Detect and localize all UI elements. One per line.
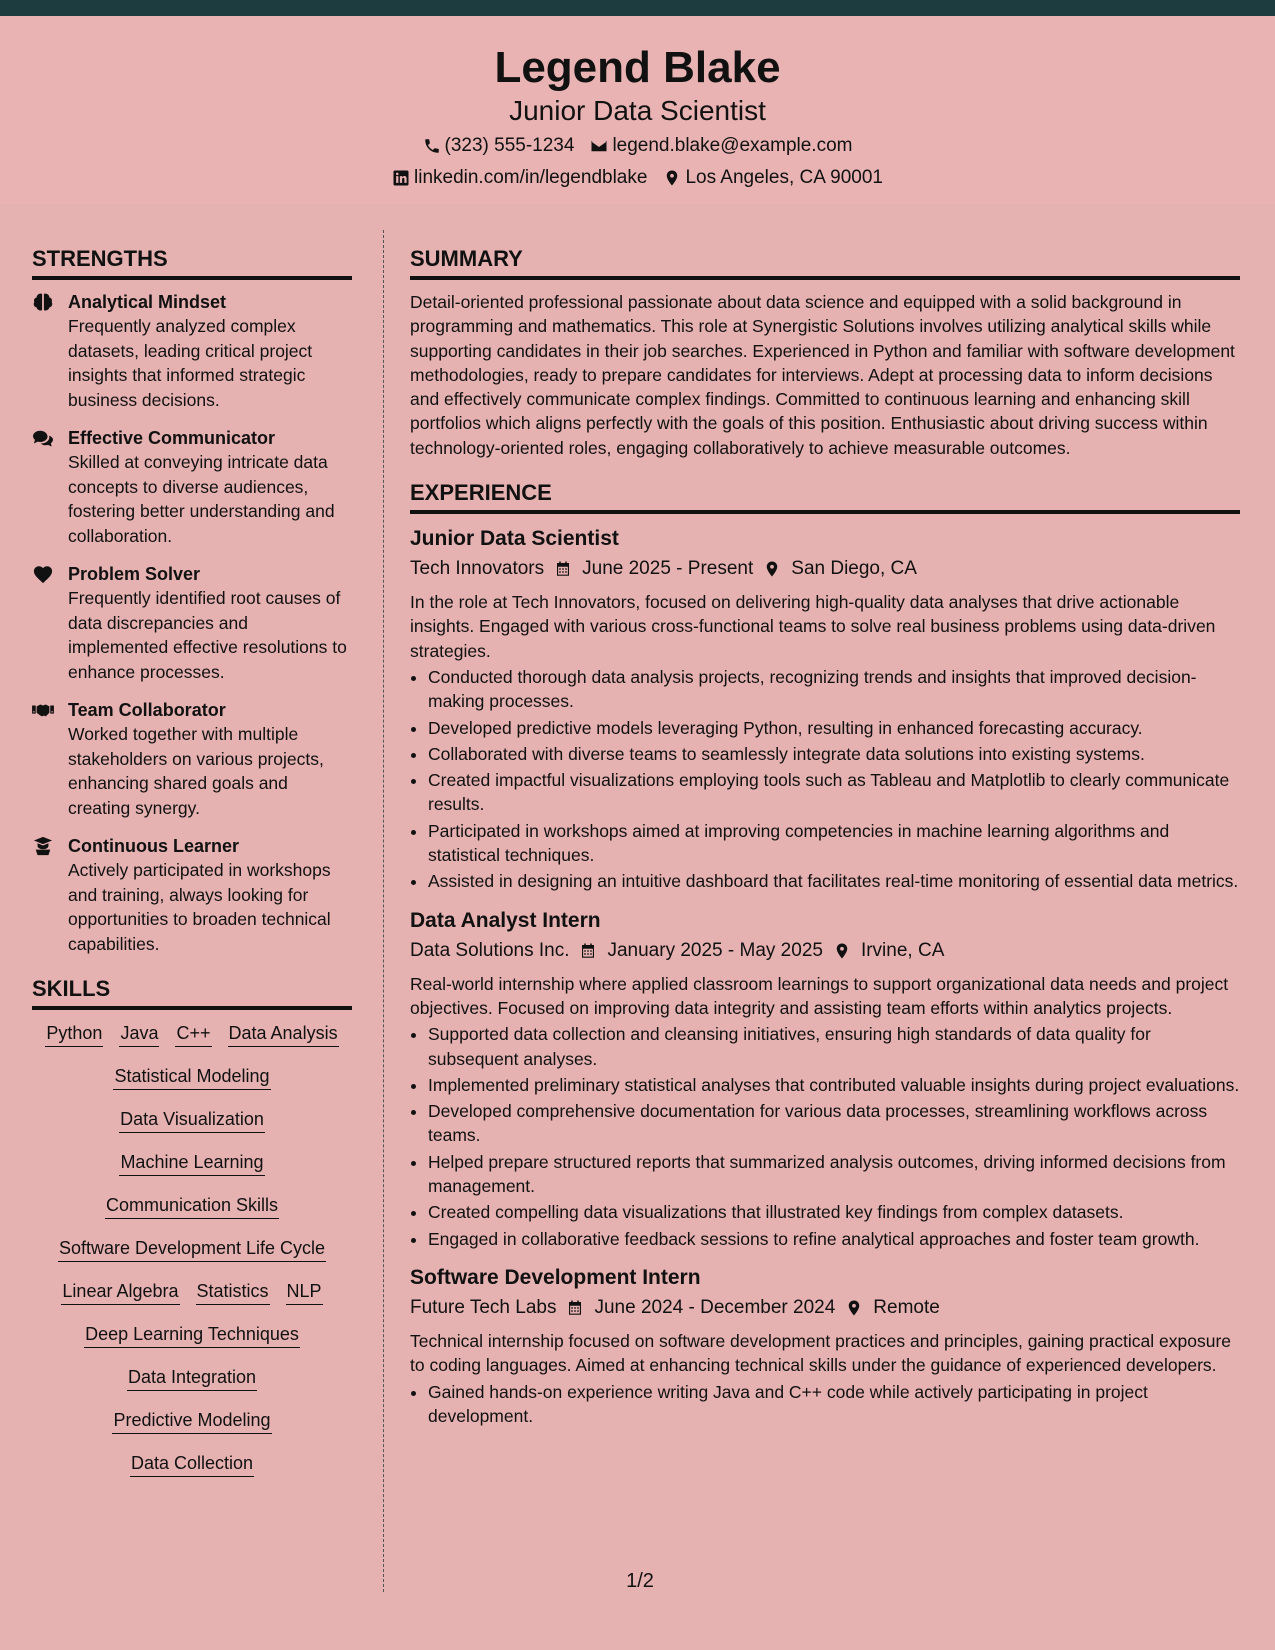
job-location: San Diego, CA bbox=[791, 558, 917, 580]
job-bullet: • Engaged in collaborative feedback sessions to refine analytical approaches and foster team growth. bbox=[428, 1227, 1240, 1251]
job-bullet: • Collaborated with diverse teams to seamlessly integrate data solutions into existing systems. bbox=[428, 742, 1240, 766]
email-icon bbox=[590, 137, 608, 155]
email-text: legend.blake@example.com bbox=[612, 135, 853, 156]
job-entry bbox=[410, 1263, 1240, 1428]
job-dates: January 2025 - May 2025 bbox=[607, 939, 823, 961]
strengths-list bbox=[32, 290, 352, 956]
chat-icon bbox=[32, 426, 56, 548]
map-pin-icon bbox=[763, 560, 781, 578]
phone-contact bbox=[423, 134, 575, 158]
strength-text bbox=[68, 426, 352, 548]
job-bullet: • Developed comprehensive documentation for various data processes, streamlining workflows across teams. bbox=[428, 1099, 1240, 1148]
job-bullet: • Created compelling data visualizations that illustrated key findings from complex datasets. bbox=[428, 1200, 1240, 1224]
skills-heading: SKILLS bbox=[32, 974, 352, 1010]
skill-tag: Deep Learning Techniques bbox=[84, 1321, 300, 1348]
resume-header bbox=[0, 16, 1275, 204]
strength-description: Worked together with multiple stakeholders on various projects, enhancing shared goals and creating synergy. bbox=[68, 724, 324, 818]
job-bullet: • Implemented preliminary statistical analyses that contributed valuable insights during project evaluations. bbox=[428, 1073, 1240, 1097]
calendar-icon bbox=[566, 1299, 584, 1317]
skill-tag: Data Integration bbox=[127, 1364, 257, 1391]
job-title: Data Analyst Intern bbox=[410, 908, 601, 932]
top-accent-bar bbox=[0, 0, 1275, 16]
map-pin-icon bbox=[663, 169, 681, 187]
skill-row bbox=[32, 1364, 352, 1391]
job-location: Remote bbox=[873, 1296, 940, 1318]
job-meta bbox=[410, 1293, 1240, 1323]
job-company: Tech Innovators bbox=[410, 558, 545, 580]
job-description: Real-world internship where applied classroom learnings to support organizational data needs and project objectives. Focused on improving data integrity and assisting team efforts within analytics projects. bbox=[410, 973, 1229, 1018]
strength-text bbox=[68, 698, 352, 820]
job-bullet: • Created impactful visualizations employing tools such as Tableau and Matplotlib to clearly communicate results. bbox=[428, 768, 1240, 817]
skill-row bbox=[32, 1278, 352, 1305]
job-bullets bbox=[410, 1022, 1240, 1251]
skill-tag: Communication Skills bbox=[105, 1192, 279, 1219]
linkedin-contact[interactable] bbox=[392, 166, 647, 190]
contact-row bbox=[0, 134, 1275, 158]
strength-item bbox=[32, 834, 352, 956]
skill-tag: Statistical Modeling bbox=[113, 1063, 270, 1090]
skill-tag: Python bbox=[45, 1020, 103, 1047]
strengths-heading: STRENGTHS bbox=[32, 244, 352, 280]
skill-tag: Data Visualization bbox=[119, 1106, 265, 1133]
skill-tag: Data Collection bbox=[130, 1450, 254, 1477]
skill-row bbox=[32, 1192, 352, 1219]
skill-row bbox=[32, 1020, 352, 1047]
strength-item bbox=[32, 562, 352, 684]
job-bullet: • Conducted thorough data analysis projects, recognizing trends and insights that improved decision-making processes. bbox=[428, 665, 1240, 714]
skills-list bbox=[32, 1020, 352, 1477]
job-bullet: • Assisted in designing an intuitive dashboard that facilitates real-time monitoring of essential data metrics. bbox=[428, 869, 1240, 893]
job-location: Irvine, CA bbox=[860, 939, 945, 961]
summary-heading: SUMMARY bbox=[410, 244, 1240, 280]
job-bullet: • Helped prepare structured reports that summarized analysis outcomes, driving informed decisions from management. bbox=[428, 1150, 1240, 1199]
skill-tag: Software Development Life Cycle bbox=[58, 1235, 326, 1262]
skill-tag: Statistics bbox=[196, 1278, 270, 1305]
job-meta bbox=[410, 554, 1240, 584]
skill-row bbox=[32, 1063, 352, 1090]
calendar-icon bbox=[554, 560, 572, 578]
job-bullet: • Developed predictive models leveraging Python, resulting in enhanced forecasting accuracy. bbox=[428, 716, 1240, 740]
calendar-icon bbox=[579, 942, 597, 960]
map-pin-icon bbox=[845, 1299, 863, 1317]
summary-text: Detail-oriented professional passionate about data science and equipped with a solid background in programming and mathematics. This role at Synergistic Solutions involves utilizing analytical skills while supporting candidates in their job searches. Experienced in Python and familiar with software development methodologies, ready to prepare candidates for interviews. Adept at processing data to inform decisions and effectively communicate complex findings. Committed to continuous learning and enhancing skill portfolios which aligns perfectly with the goals of this position. Enthusiastic about driving success within technology-oriented roles, engaging collaboratively to achieve measurable outcomes. bbox=[410, 292, 1235, 458]
skill-row bbox=[32, 1235, 352, 1262]
strength-text bbox=[68, 834, 352, 956]
job-bullet: • Participated in workshops aimed at improving competencies in machine learning algorithms and statistical techniques. bbox=[428, 819, 1240, 868]
location-contact bbox=[663, 166, 883, 190]
strength-description: Skilled at conveying intricate data concepts to diverse audiences, fostering better understanding and collaboration. bbox=[68, 452, 335, 546]
candidate-title: Junior Data Scientist bbox=[509, 95, 766, 126]
left-column bbox=[32, 244, 352, 1493]
brain-icon bbox=[32, 290, 56, 412]
phone-text: (323) 555-1234 bbox=[444, 135, 575, 156]
strength-description: Frequently identified root causes of data discrepancies and implemented effective resolutions to enhance processes. bbox=[68, 588, 347, 682]
strength-text bbox=[68, 562, 352, 684]
strength-description: Actively participated in workshops and training, always looking for opportunities to broaden technical capabilities. bbox=[68, 860, 331, 954]
experience-list bbox=[410, 524, 1240, 1428]
strength-item bbox=[32, 290, 352, 412]
candidate-name: Legend Blake bbox=[494, 43, 781, 92]
linkedin-text: linkedin.com/in/legendblake bbox=[414, 167, 648, 188]
skill-row bbox=[32, 1450, 352, 1477]
phone-icon bbox=[423, 137, 441, 155]
job-company: Future Tech Labs bbox=[410, 1296, 557, 1318]
strength-name: Effective Communicator bbox=[68, 428, 276, 448]
linkedin-icon bbox=[392, 169, 410, 187]
skill-row bbox=[32, 1321, 352, 1348]
skill-tag: Predictive Modeling bbox=[112, 1407, 271, 1434]
heart-icon bbox=[32, 562, 56, 684]
skill-row bbox=[32, 1407, 352, 1434]
strength-name: Continuous Learner bbox=[68, 836, 240, 856]
job-dates: June 2025 - Present bbox=[582, 558, 754, 580]
strength-item bbox=[32, 698, 352, 820]
skill-tag: C++ bbox=[175, 1020, 211, 1047]
page-number: 1/2 bbox=[626, 1570, 654, 1592]
job-title: Software Development Intern bbox=[410, 1265, 701, 1289]
job-description: In the role at Tech Innovators, focused on delivering high-quality data analyses that drive actionable insights. Engaged with various cross-functional teams to solve real business problems using data-driven strategies. bbox=[410, 592, 1216, 661]
skill-row bbox=[32, 1106, 352, 1133]
job-bullets bbox=[410, 1380, 1240, 1429]
job-dates: June 2024 - December 2024 bbox=[594, 1296, 836, 1318]
skill-tag: NLP bbox=[286, 1278, 323, 1305]
strength-name: Problem Solver bbox=[68, 564, 201, 584]
handshake-icon bbox=[32, 698, 56, 820]
column-divider bbox=[383, 230, 384, 1592]
skill-tag: Linear Algebra bbox=[61, 1278, 179, 1305]
job-entry bbox=[410, 906, 1240, 1251]
right-column bbox=[410, 244, 1240, 1440]
contact-row-2 bbox=[0, 166, 1275, 190]
experience-heading: EXPERIENCE bbox=[410, 478, 1240, 514]
email-contact[interactable] bbox=[590, 134, 852, 158]
strength-item bbox=[32, 426, 352, 548]
skill-tag: Machine Learning bbox=[119, 1149, 264, 1176]
location-text: Los Angeles, CA 90001 bbox=[685, 167, 883, 188]
job-company: Data Solutions Inc. bbox=[410, 939, 570, 961]
job-bullets bbox=[410, 665, 1240, 894]
strength-name: Analytical Mindset bbox=[68, 292, 227, 312]
strength-description: Frequently analyzed complex datasets, leading critical project insights that informed strategic business decisions. bbox=[68, 316, 313, 410]
job-entry bbox=[410, 524, 1240, 894]
strength-name: Team Collaborator bbox=[68, 700, 226, 720]
job-description: Technical internship focused on software development practices and principles, gaining practical exposure to coding languages. Aimed at enhancing technical skills under the guidance of experienced developers. bbox=[410, 1330, 1232, 1376]
skill-tag: Data Analysis bbox=[228, 1020, 339, 1047]
graduate-icon bbox=[32, 834, 56, 956]
strength-text bbox=[68, 290, 352, 412]
skill-row bbox=[32, 1149, 352, 1176]
map-pin-icon bbox=[833, 942, 851, 960]
job-title: Junior Data Scientist bbox=[410, 527, 619, 551]
job-meta bbox=[410, 936, 1240, 966]
job-bullet: • Supported data collection and cleansing initiatives, ensuring high standards of data quality for subsequent analyses. bbox=[428, 1022, 1240, 1071]
job-bullet: • Gained hands-on experience writing Java and C++ code while actively participating in project development. bbox=[428, 1380, 1240, 1429]
skill-tag: Java bbox=[119, 1020, 159, 1047]
